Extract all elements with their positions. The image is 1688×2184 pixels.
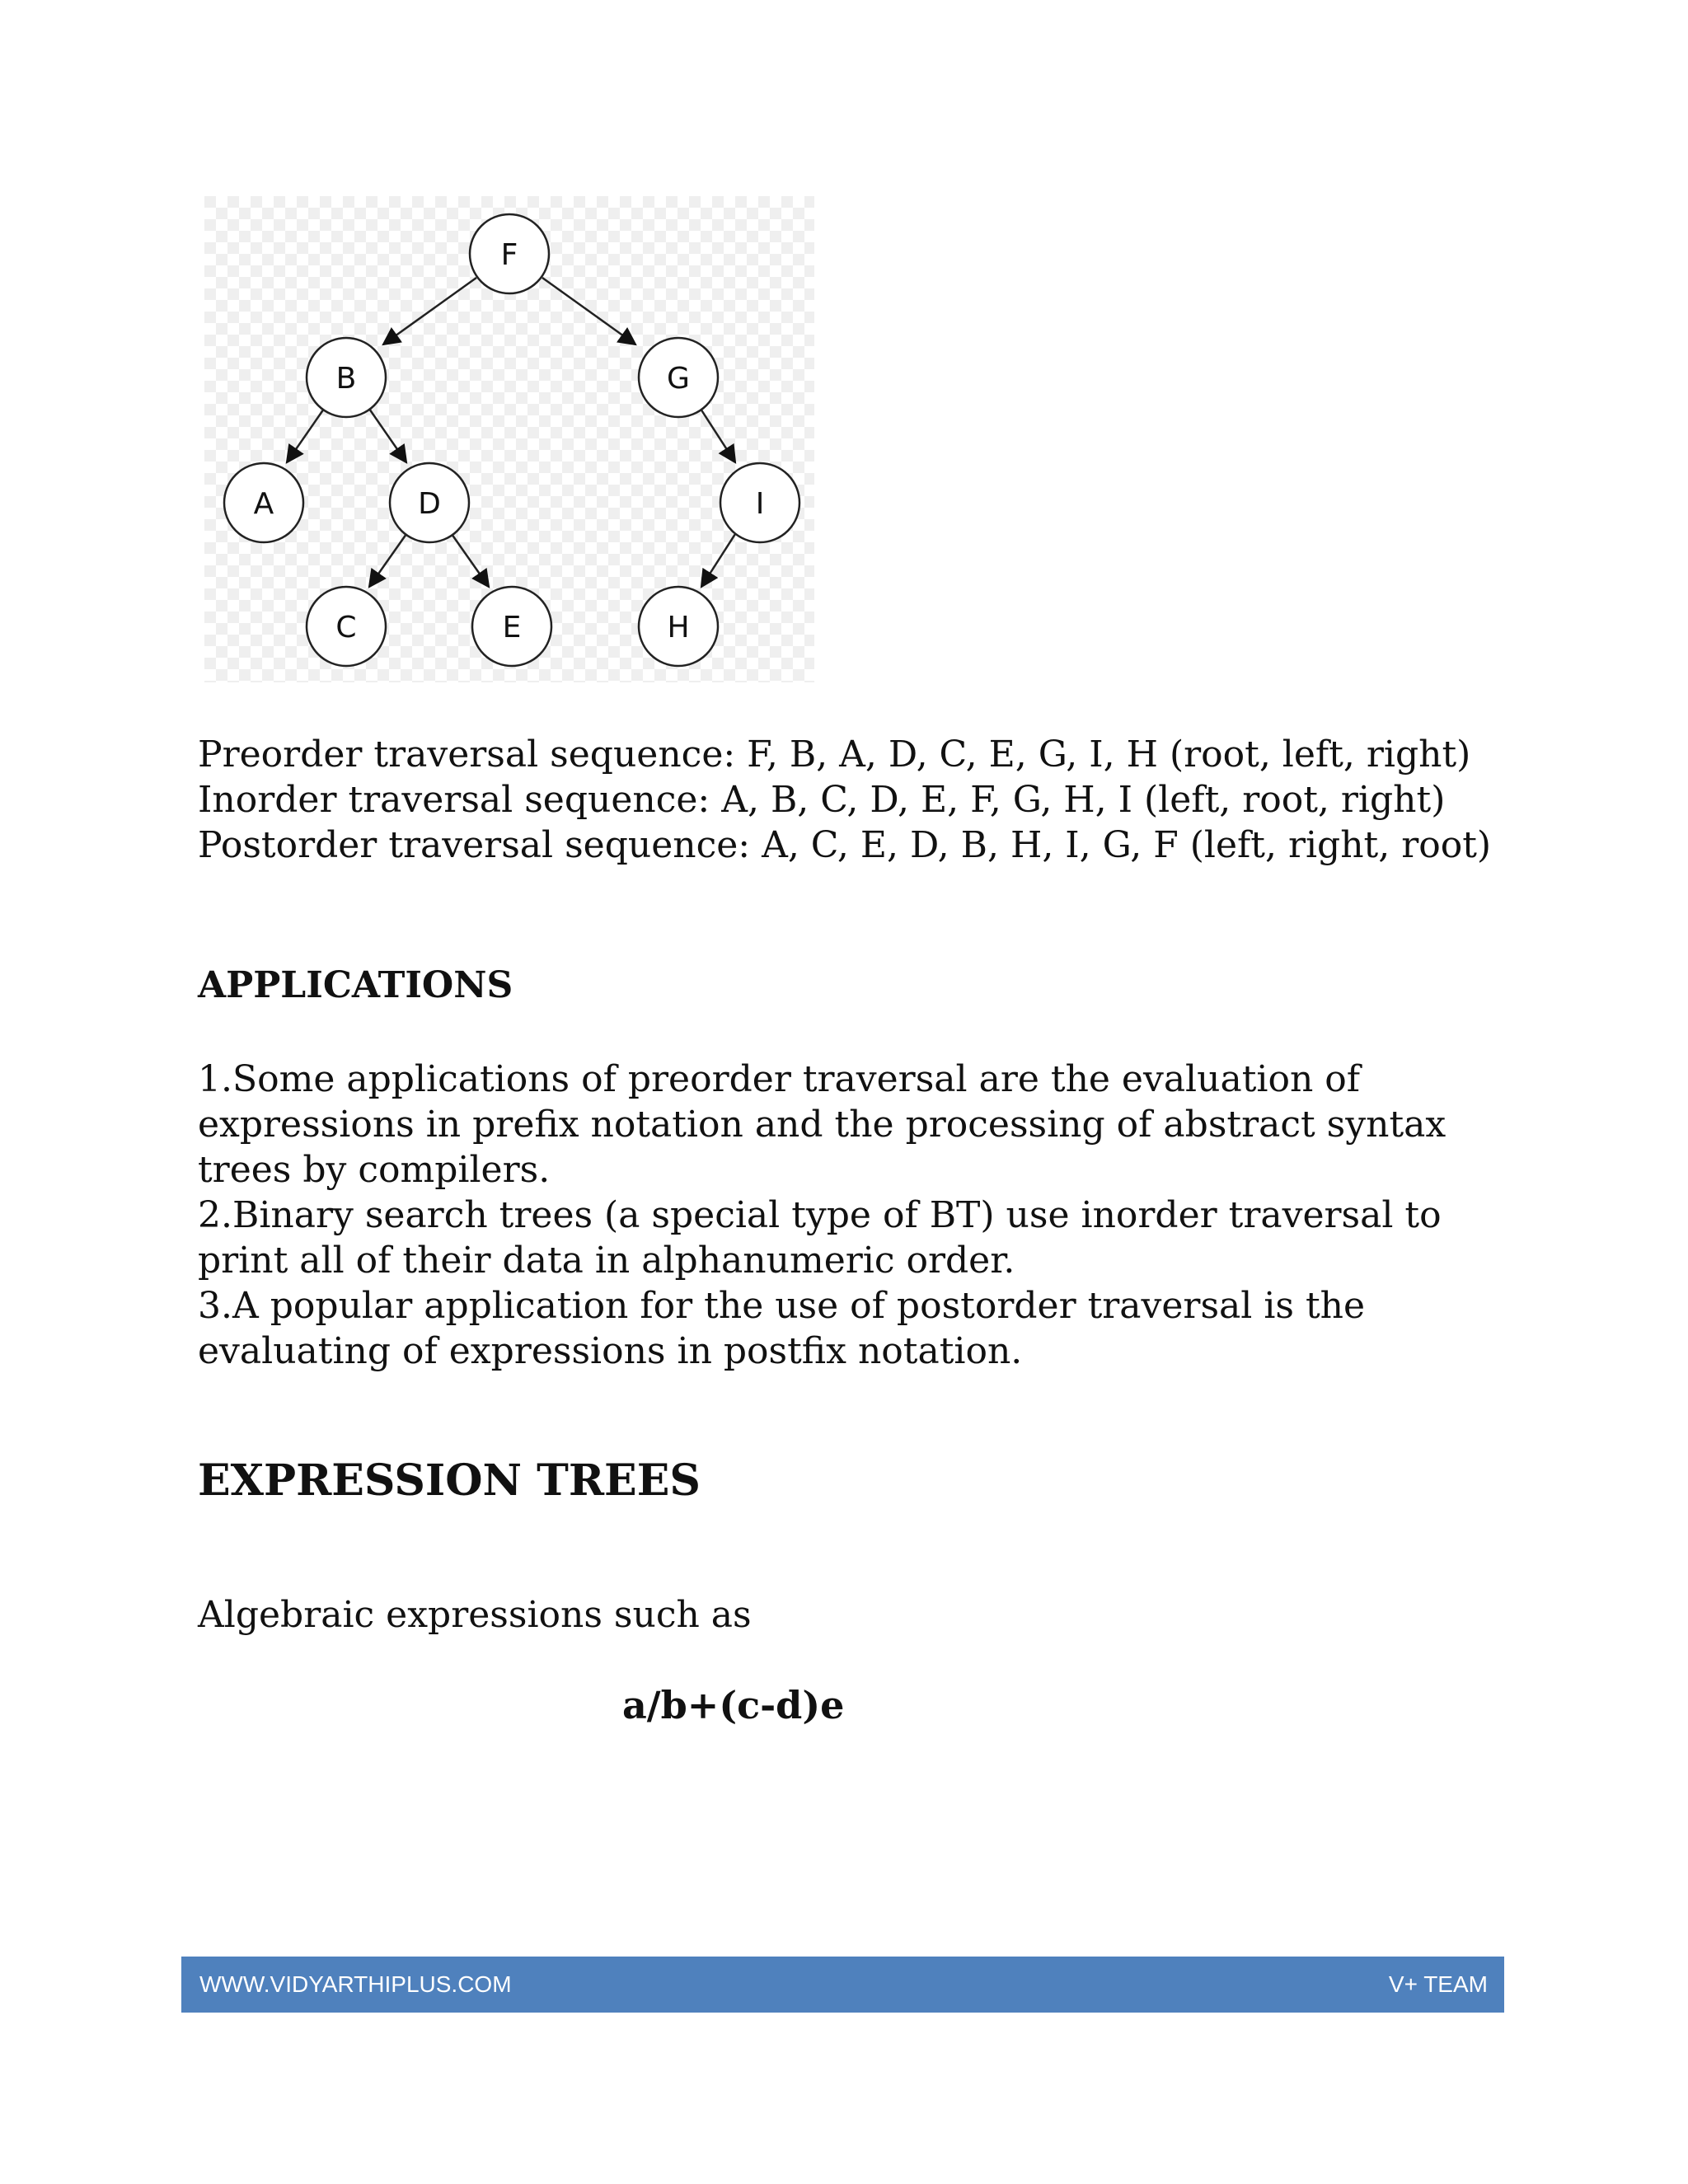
traversal-sequences — [198, 732, 1533, 868]
tree-node-g — [639, 338, 718, 417]
footer-team: V+ TEAM — [1388, 1971, 1488, 1997]
node-label-a: A — [253, 487, 274, 521]
footer-website: WWW.VIDYARTHIPLUS.COM — [199, 1971, 512, 1997]
binary-tree-diagram — [204, 196, 814, 682]
tree-node-b — [307, 338, 386, 417]
node-label-b: B — [335, 362, 357, 396]
applications-list — [198, 1057, 1533, 1374]
node-label-g: G — [667, 362, 690, 396]
expression-formula: a/b+(c-d)e — [622, 1683, 845, 1727]
node-label-i: I — [755, 487, 765, 521]
inorder-sequence: Inorder traversal sequence: A, B, C, D, E, F, G, H, I (left, root, right) — [198, 779, 1446, 821]
tree-node-d — [390, 463, 469, 542]
node-label-d: D — [418, 487, 441, 521]
node-label-e: E — [502, 611, 522, 644]
postorder-sequence: Postorder traversal sequence: A, C, E, D, B, H, I, G, F (left, right, root) — [198, 824, 1492, 866]
tree-node-c — [307, 587, 386, 666]
application-item: 2.Binary search trees (a special type of BT) use inorder traversal to print all of their data in alphanumeric order. — [198, 1194, 1442, 1282]
tree-node-i — [720, 463, 799, 542]
tree-node-a — [224, 463, 303, 542]
footer-bar — [181, 1957, 1504, 2013]
node-label-f: F — [500, 238, 518, 272]
applications-heading: APPLICATIONS — [198, 964, 513, 1006]
tree-node-f — [470, 214, 549, 293]
preorder-sequence: Preorder traversal sequence: F, B, A, D, C, E, G, I, H (root, left, right) — [198, 733, 1471, 776]
node-label-h: H — [667, 611, 690, 644]
tree-node-h — [639, 587, 718, 666]
expression-trees-heading: EXPRESSION TREES — [198, 1455, 701, 1506]
tree-node-e — [472, 587, 551, 666]
node-label-c: C — [335, 611, 357, 644]
expression-intro: Algebraic expressions such as — [198, 1594, 752, 1636]
application-item: 3.A popular application for the use of postorder traversal is the evaluating of expressions in postfix notation. — [198, 1285, 1366, 1372]
application-item: 1.Some applications of preorder traversal are the evaluation of expressions in prefix notation and the processing of abstract syntax trees by compilers. — [198, 1058, 1447, 1191]
